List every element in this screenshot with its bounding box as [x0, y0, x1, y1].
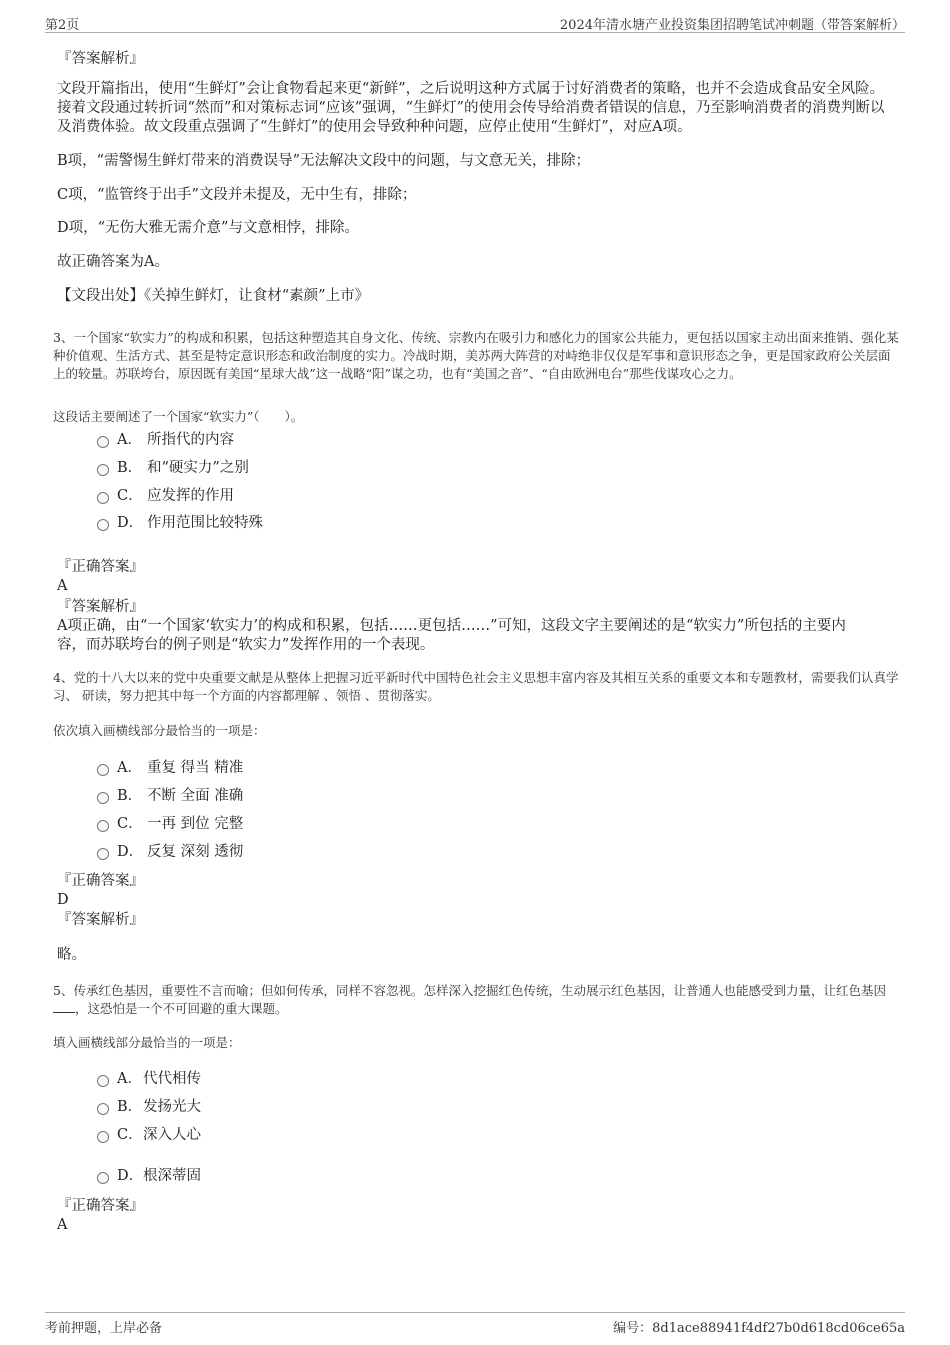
radio-icon[interactable]	[97, 1103, 109, 1115]
q2-analysis-label: 『答案解析』	[57, 51, 144, 67]
footer-slogan: 考前押题，上岸必备	[45, 1321, 163, 1336]
q3-option-c[interactable]: C． 应发挥的作用	[97, 486, 234, 506]
q5-option-c[interactable]: C．深入人心	[97, 1125, 201, 1145]
q3-option-b[interactable]: B． 和“硬实力”之别	[97, 458, 249, 478]
q5-stem: 5、传承红色基因，重要性不言而喻；但如何传承，同样不容忽视。怎样深入挖掘红色传统，生动展示红色基因，让普通人也能感受到力量，让红色基因，这恐怕是一个不可回避的重大课题。	[53, 983, 886, 1016]
page-number: 第2页	[45, 18, 80, 33]
radio-icon[interactable]	[97, 492, 109, 504]
q4-answer-label: 『正确答案』	[57, 873, 144, 889]
q5-option-d[interactable]: D．根深蒂固	[97, 1166, 201, 1186]
q4-option-c[interactable]: C． 一再 到位 完整	[97, 814, 243, 834]
q3-answer: A	[57, 578, 68, 594]
q4-option-b[interactable]: B． 不断 全面 准确	[97, 786, 243, 806]
q2-analysis-b: B项，“需警惕生鲜灯带来的消费误导”无法解决文段中的问题，与文意无关，排除；	[57, 153, 590, 169]
q2-conclusion: 故正确答案为A。	[57, 254, 169, 270]
q3-option-a[interactable]: A． 所指代的内容	[97, 430, 234, 450]
page-header	[45, 12, 905, 33]
radio-icon[interactable]	[97, 464, 109, 476]
q4-option-a[interactable]: A． 重复 得当 精准	[97, 758, 243, 778]
q5-answer-label: 『正确答案』	[57, 1198, 144, 1214]
q3-answer-label: 『正确答案』	[57, 559, 144, 575]
radio-icon[interactable]	[97, 764, 109, 776]
radio-icon[interactable]	[97, 792, 109, 804]
radio-icon[interactable]	[97, 519, 109, 531]
q3-stem: 3、一个国家“软实力”的构成和积累，包括这种塑造其自身文化、传统、宗教内在吸引力和感化力的国家公共能力，更包括以国家主动出面来推销、强化某种价值观、生活方式、甚至是特定意识形态和政治制度的实力。冷战时期，美苏两大阵营的对峙绝非仅仅是军事和意识形态之争，更是国家政府公关层面上的较量。苏联垮台，原因既有美国“星球大战”这一战略“阳”谋之功，也有“美国之音”、“自由欧洲电台”那些伐谋攻心之力。	[53, 330, 899, 381]
q5-option-b[interactable]: B．发扬光大	[97, 1097, 201, 1117]
radio-icon[interactable]	[97, 1075, 109, 1087]
radio-icon[interactable]	[97, 1172, 109, 1184]
radio-icon[interactable]	[97, 820, 109, 832]
q4-analysis-label: 『答案解析』	[57, 912, 144, 928]
q4-analysis: 略。	[57, 947, 86, 963]
document-code: 编号：8d1ace88941f4df27b0d618cd06ce65a	[613, 1321, 905, 1336]
radio-icon[interactable]	[97, 1131, 109, 1143]
q2-analysis-d: D项，“无伤大雅无需介意”与文意相悖，排除。	[57, 220, 359, 236]
page-footer	[45, 1312, 905, 1335]
q4-option-d[interactable]: D． 反复 深刻 透彻	[97, 842, 243, 862]
document-title: 2024年清水塘产业投资集团招聘笔试冲刺题（带答案解析）	[559, 18, 905, 33]
q3-analysis-label: 『答案解析』	[57, 599, 144, 615]
q3-question: 这段话主要阐述了一个国家“软实力”（ ）。	[53, 409, 304, 424]
q4-question: 依次填入画横线部分最恰当的一项是：	[53, 723, 266, 738]
radio-icon[interactable]	[97, 848, 109, 860]
q3-option-d[interactable]: D． 作用范围比较特殊	[97, 513, 263, 533]
radio-icon[interactable]	[97, 436, 109, 448]
q2-source: 【文段出处】《关掉生鲜灯，让食材“素颜”上市》	[57, 288, 370, 304]
q4-answer: D	[57, 892, 69, 908]
q5-answer: A	[57, 1217, 68, 1233]
q2-analysis-c: C项，“监管终于出手”文段并未提及，无中生有，排除；	[57, 187, 417, 203]
q2-analysis-paragraph: 文段开篇指出，使用“生鲜灯”会让食物看起来更“新鲜”，之后说明这种方式属于讨好消费者的策略，也并不会造成食品安全风险。接着文段通过转折词“然而”和对策标志词“应该”强调，“生鲜灯”的使用会传导给消费者错误的信息，乃至影响消费者的消费判断以及消费体验。故文段重点强调了“生鲜灯”的使用会导致种种问题，应停止使用“生鲜灯”，对应A项。	[57, 81, 885, 135]
fill-blank	[53, 1000, 75, 1013]
q5-question: 填入画横线部分最恰当的一项是：	[53, 1035, 241, 1050]
q5-option-a[interactable]: A．代代相传	[97, 1069, 201, 1089]
q3-analysis: A项正确，由“一个国家‘软实力’的构成和积累，包括……更包括……”可知，这段文字主要阐述的是“软实力”所包括的主要内容，而苏联垮台的例子则是“软实力”发挥作用的一个表现。	[57, 618, 846, 653]
q4-stem: 4、党的十八大以来的党中央重要文献是从整体上把握习近平新时代中国特色社会主义思想丰富内容及其相互关系的重要文本和专题教材，需要我们认真学习、 研读，努力把其中每一个方面的内容都理解 、领悟 、贯彻落实。	[53, 670, 899, 703]
